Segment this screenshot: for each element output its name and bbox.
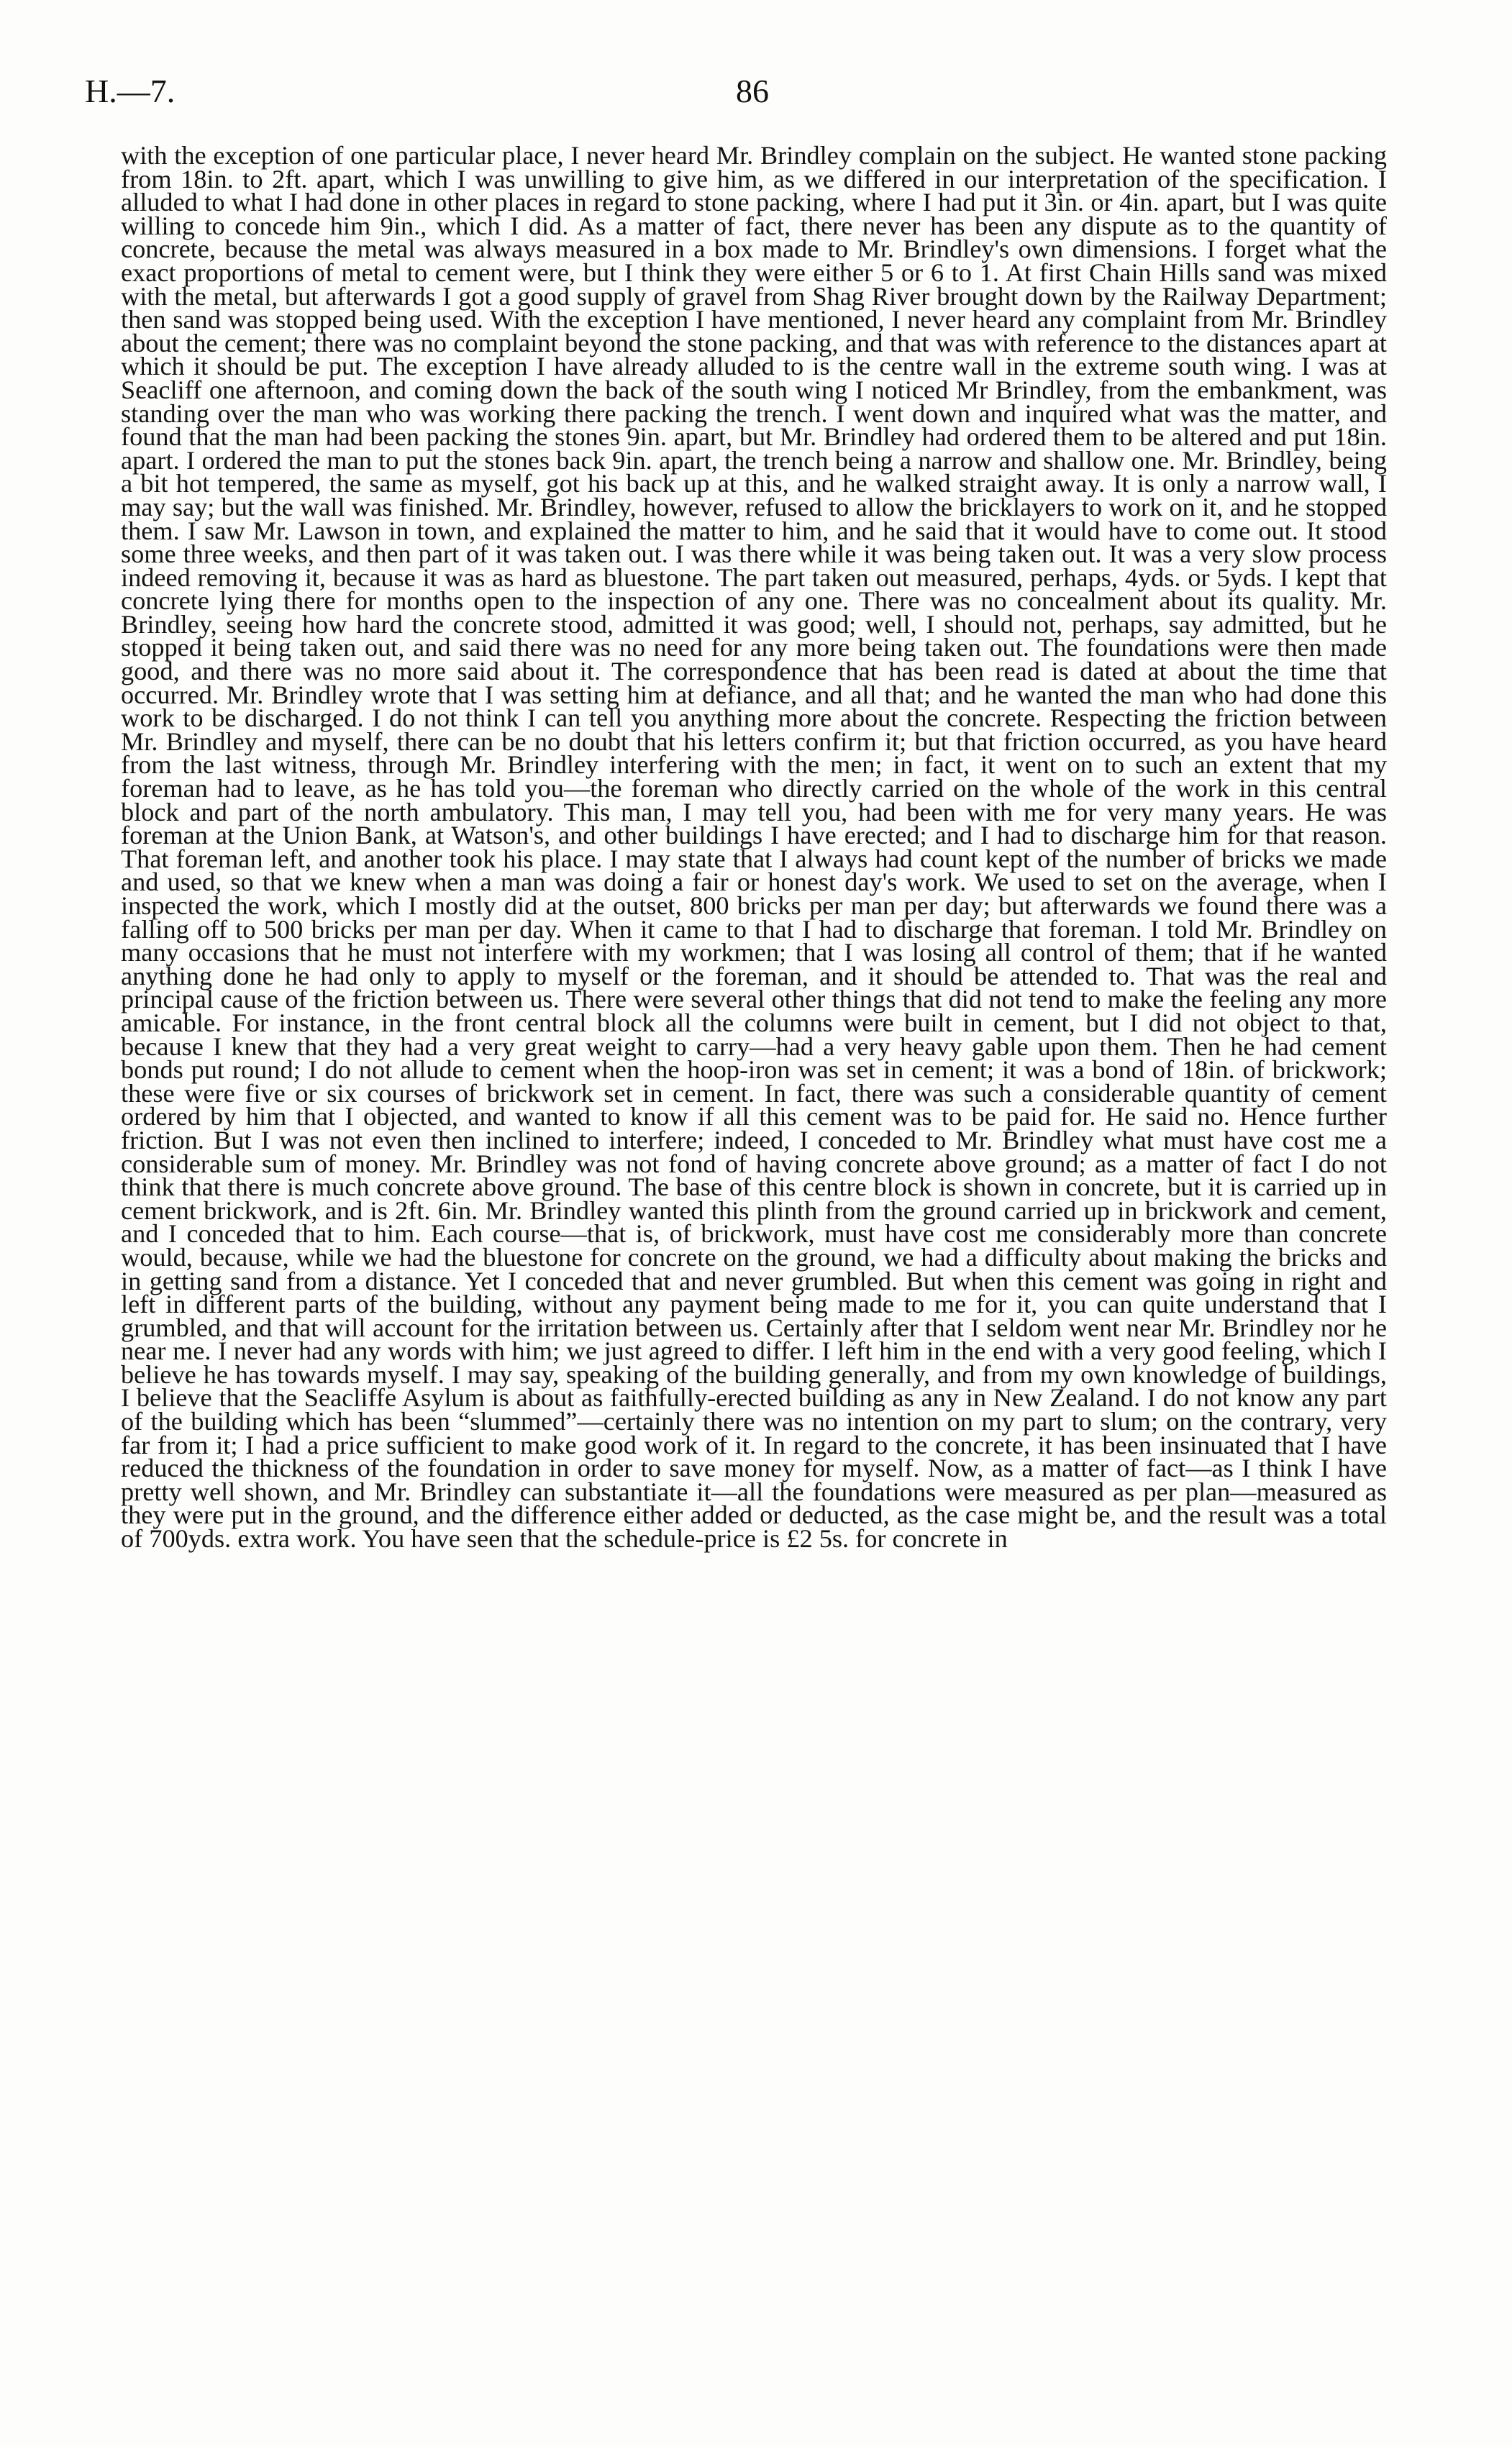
page-header	[85, 72, 1427, 115]
document-reference: H.—7.	[85, 73, 176, 109]
body-text	[121, 141, 1387, 1554]
page-number: 86	[736, 73, 769, 109]
testimony-paragraph: with the exception of one particular place, I never heard Mr. Brindley complain on the subject. He wanted stone packing from 18in. to 2ft. apart, which I was unwilling to give him, as we differed in our interpretation of the specification. I alluded to what I had done in other places in regard to stone packing, where I had put it 3in. or 4in. apart, but I was quite willing to concede him 9in., which I did. As a matter of fact, there never has been any dispute as to the quantity of concrete, because the metal was always measured in a box made to Mr. Brindley's own dimensions. I forget what the exact proportions of metal to cement were, but I think they were either 5 or 6 to 1. At first Chain Hills sand was mixed with the metal, but afterwards I got a good supply of gravel from Shag River brought down by the Railway Department; then sand was stopped being used. With the exception I have mentioned, I never heard any complaint from Mr. Brindley about the cement; there was no complaint beyond the stone packing, and that was with reference to the distances apart at which it should be put. The exception I have already alluded to is the centre wall in the extreme south wing. I was at Seacliff one afternoon, and coming down the back of the south wing I noticed Mr Brindley, from the embankment, was standing over the man who was working there packing the trench. I went down and inquired what was the matter, and found that the man had been packing the stones 9in. apart, but Mr. Brindley had ordered them to be altered and put 18in. apart. I ordered the man to put the stones back 9in. apart, the trench being a narrow and shallow one. Mr. Brindley, being a bit hot tempered, the same as myself, got his back up at this, and he walked straight away. It is only a narrow wall, I may say; but the wall was finished. Mr. Brindley, however, refused to allow the bricklayers to work on it, and he stopped them. I saw Mr. Lawson in town, and explained the matter to him, and he said that it would have to come out. It stood some three weeks, and then part of it was taken out. I was there while it was being taken out. It was a very slow process indeed removing it, because it was as hard as bluestone. The part taken out measured, perhaps, 4yds. or 5yds. I kept that concrete lying there for months open to the inspection of any one. There was no concealment about its quality. Mr. Brindley, seeing how hard the concrete stood, admitted it was good; well, I should not, perhaps, say admitted, but he stopped it being taken out, and said there was no need for any more being taken out. The foundations were then made good, and there was no more said about it. The correspondence that has been read is dated at about the time that occurred. Mr. Brindley wrote that I was setting him at defiance, and all that; and he wanted the man who had done this work to be discharged. I do not think I can tell you anything more about the concrete. Respecting the friction between Mr. Brindley and myself, there can be no doubt that his letters confirm it; but that friction occurred, as you have heard from the last witness, through Mr. Brindley interfering with the men; in fact, it went on to such an extent that my foreman had to leave, as he has told you—the foreman who directly carried on the whole of the work in this central block and part of the north ambulatory. This man, I may tell you, had been with me for very many years. He was foreman at the Union Bank, at Watson's, and other buildings I have erected; and I had to discharge him for that reason. That foreman left, and another took his place. I may state that I always had count kept of the number of bricks we made and used, so that we knew when a man was doing a fair or honest day's work. We used to set on the average, when I inspected the work, which I mostly did at the outset, 800 bricks per man per day; but afterwards we found there was a falling off to 500 bricks per man per day. When it came to that I had to discharge that foreman. I told Mr. Brindley on many occasions that he must not interfere with my workmen; that I was losing all control of them; that if he wanted anything done he had only to apply to myself or the foreman, and it should be attended to. That was the real and principal cause of the friction between us. There were several other things that did not tend to make the feeling any more amicable. For instance, in the front central block all the columns were built in cement, but I did not object to that, because I knew that they had a very great weight to carry—had a very heavy gable upon them. Then he had cement bonds put round; I do not allude to cement when the hoop-iron was set in cement; it was a bond of 18in. of brickwork; these were five or six courses of brickwork set in cement. In fact, there was such a considerable quantity of cement ordered by him that I objected, and wanted to know if all this cement was to be paid for. He said no. Hence further friction. But I was not even then inclined to interfere; indeed, I conceded to Mr. Brindley what must have cost me a considerable sum of money. Mr. Brindley was not fond of having concrete above ground; as a matter of fact I do not think that there is much concrete above ground. The base of this centre block is shown in concrete, but it is carried up in cement brickwork, and is 2ft. 6in. Mr. Brindley wanted this plinth from the ground carried up in brickwork and cement, and I conceded that to him. Each course—that is, of brickwork, must have cost me considerably more than concrete would, because, while we had the bluestone for concrete on the ground, we had a difficulty about making the bricks and in getting sand from a distance. Yet I conceded that and never grumbled. But when this cement was going in right and left in different parts of the building, without any payment being made to me for it, you can quite understand that I grumbled, and that will account for the irritation between us. Certainly after that I seldom went near Mr. Brindley nor he near me. I never had any words with him; we just agreed to differ. I left him in the end with a very good feeling, which I believe he has towards myself. I may say, speaking of the building generally, and from my own knowledge of buildings, I believe that the Seacliffe Asylum is about as faithfully-erected building as any in New Zealand. I do not know any part of the building which has been “slummed”—certainly there was no intention on my part to slum; on the contrary, very far from it; I had a price sufficient to make good work of it. In regard to the concrete, it has been insinuated that I have reduced the thickness of the foundation in order to save money for myself. Now, as a matter of fact—as I think I have pretty well shown, and Mr. Brindley can substantiate it—all the foundations were measured as per plan—measured as they were put in the ground, and the difference either added or deducted, as the case might be, and the result was a total of 700yds. extra work. You have seen that the schedule-price is £2 5s. for concrete in	[121, 141, 1387, 1554]
